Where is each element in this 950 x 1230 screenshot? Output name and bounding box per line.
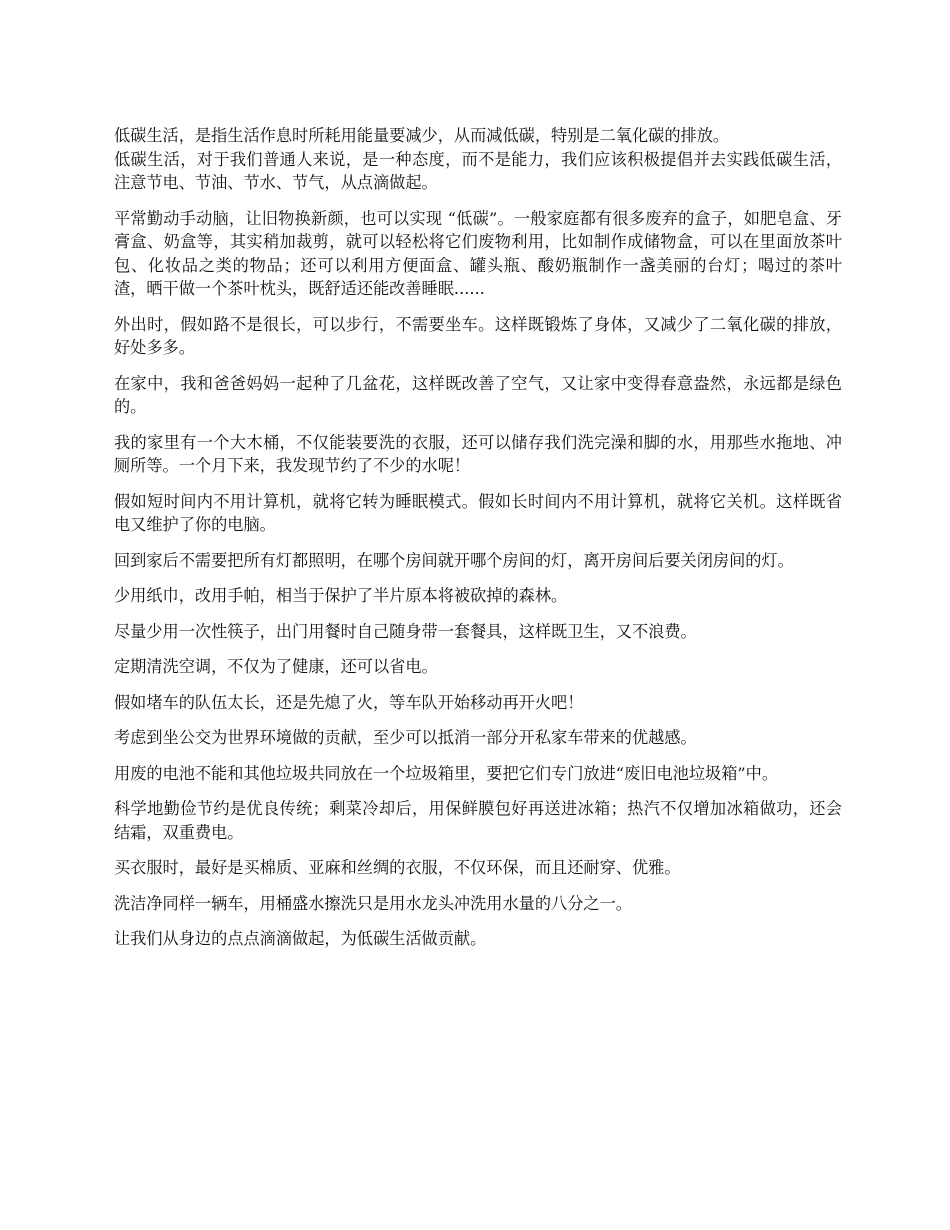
paragraph: 考虑到坐公交为世界环境做的贡献，至少可以抵消一部分开私家车带来的优越感。 [114,728,697,747]
paragraph: 平常勤动手动脑，让旧物换新颜，也可以实现 “低碳”。一般家庭都有很多废弃的盒子，如肥皂盒、牙膏盒、奶盒等，其实稍加裁剪，就可以轻松将它们废物利用，比如制作成储物盒，可以在里面放茶叶包、化妆品之类的物品；还可以利用方便面盒、罐头瓶、酸奶瓶制作一盏美丽的台灯；喝过的茶叶渣，晒干做一个茶叶枕头，既舒适还能改善睡眠...... [114,208,842,298]
paragraph: 回到家后不需要把所有灯都照明，在哪个房间就开哪个房间的灯，离开房间后要关闭房间的灯。 [114,550,794,570]
paragraph: 在家中，我和爸爸妈妈一起种了几盆花，这样既改善了空气，又让家中变得春意盎然，永远都是绿色的。 [114,373,842,416]
paragraph: 我的家里有一个大木桶，不仅能装要洗的衣服，还可以储存我们洗完澡和脚的水，用那些水拖地、冲厕所等。一个月下来，我发现节约了不少的水呢！ [114,432,842,475]
paragraph: 少用纸巾，改用手帕，相当于保护了半片原本将被砍掉的森林。 [114,586,568,605]
paragraph: 低碳生活，对于我们普通人来说，是一种态度，而不是能力，我们应该积极提倡并去实践低碳生活，注意节电、节油、节水、节气，从点滴做起。 [114,149,842,192]
paragraph: 假如短时间内不用计算机，就将它转为睡眠模式。假如长时间内不用计算机，就将它关机。这样既省电又维护了你的电脑。 [114,491,842,534]
paragraph: 外出时，假如路不是很长，可以步行，不需要坐车。这样既锻炼了身体，又减少了二氧化碳的排放，好处多多。 [114,314,842,357]
paragraph: 假如堵车的队伍太长，还是先熄了火，等车队开始移动再开火吧！ [114,692,584,712]
paragraph: 定期清洗空调，不仅为了健康，还可以省电。 [114,657,438,676]
paragraph: 科学地勤俭节约是优良传统；剩菜冷却后，用保鲜膜包好再送进冰箱；热汽不仅增加冰箱做功，还会结霜，双重费电。 [114,799,842,842]
paragraph: 用废的电池不能和其他垃圾共同放在一个垃圾箱里，要把它们专门放进“废旧电池垃圾箱”中。 [114,763,779,783]
paragraph: 买衣服时，最好是买棉质、亚麻和丝绸的衣服，不仅环保，而且还耐穿、优雅。 [114,858,681,877]
paragraph: 低碳生活，是指生活作息时所耗用能量要减少，从而减低碳，特别是二氧化碳的排放。 [114,126,730,145]
paragraph: 尽量少用一次性筷子，出门用餐时自己随身带一套餐具，这样既卫生，又不浪费。 [114,621,697,641]
paragraph: 洗洁净同样一辆车，用桶盛水擦洗只是用水龙头冲洗用水量的八分之一。 [114,893,632,913]
document-body [114,124,842,963]
paragraph: 让我们从身边的点点滴滴做起，为低碳生活做贡献。 [114,929,487,948]
